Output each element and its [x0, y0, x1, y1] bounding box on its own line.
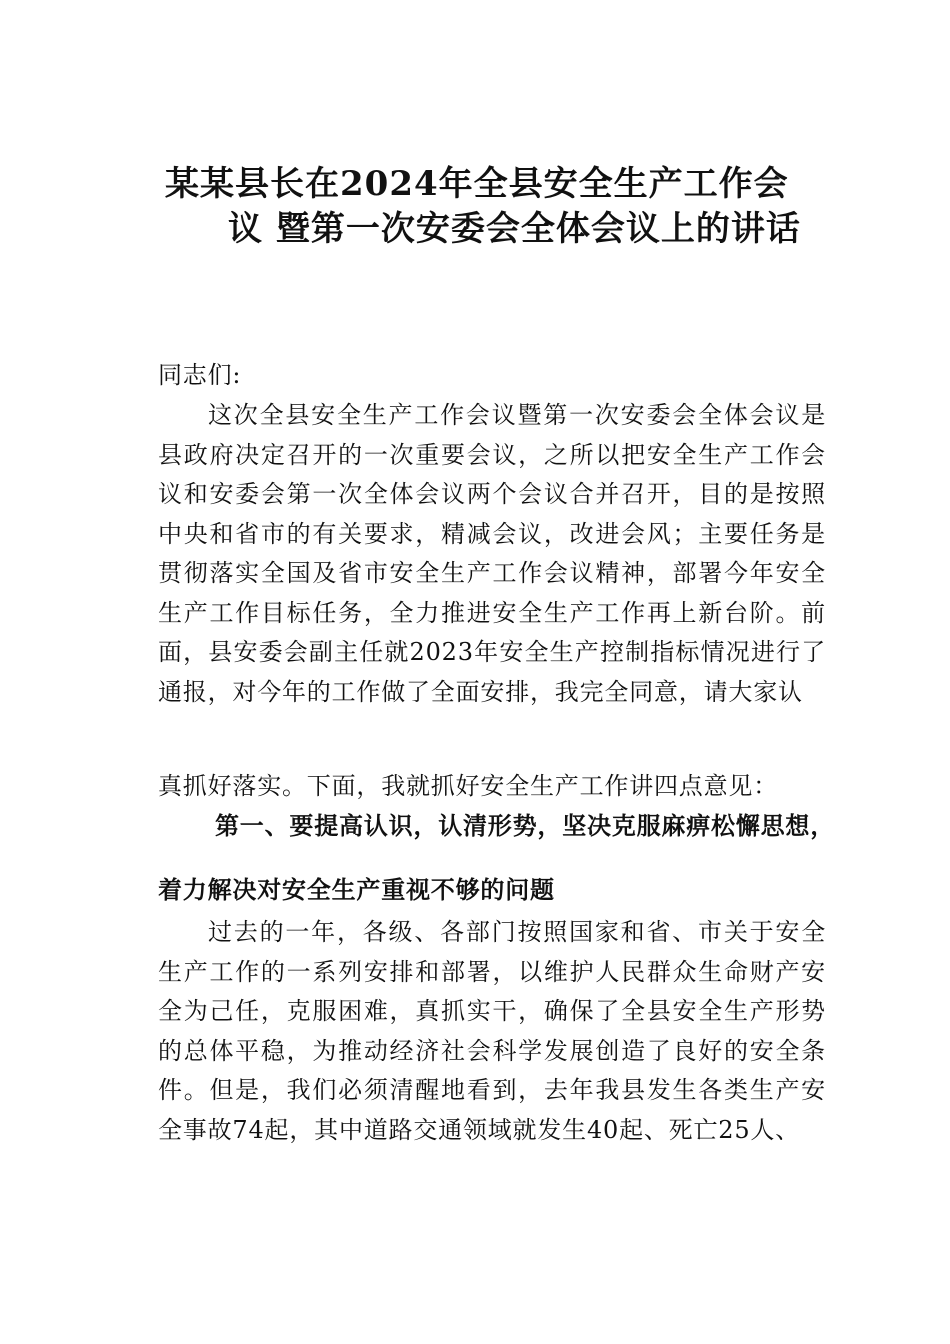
title-line-2: 议 暨第一次安委会全体会议上的讲话 [228, 209, 801, 249]
title-line-1: 某某县长在2024年全县安全生产工作会 [165, 164, 789, 204]
paragraph-intro: 这次全县安全生产工作会议暨第一次安委会全体会议是县政府决定召开的一次重要会议，之所以把安全生产工作会议和安委会第一次全体会议两个会议合并召开，目的是按照中央和省市的有关要求，精减会议，改进会风；主要任务是贯彻落实全国及省市安全生产工作会议精神，部署今年安全生产工作目标任务，全力推进安全生产工作再上新台阶。前面，县安委会副主任就2023年安全生产控制指标情况进行了 通报，对今年的工作做了全面安排，我完全同意，请大家认 [158, 401, 826, 706]
paragraph-intro-continued: 真抓好落实。下面，我就抓好安全生产工作讲四点意见： [158, 772, 778, 800]
greeting: 同志们: [158, 361, 242, 389]
document-title [160, 162, 830, 252]
paragraph-section-1: 过去的一年，各级、各部门按照国家和省、市关于安全生产工作的一系列安排和部署，以维护人民群众生命财产安全为己任，克服困难，真抓实干，确保了全县安全生产形势的总体平稳，为推动经济社会科学发展创造了良好的安全条件。但是，我们必须清醒地看到，去年我县发生各类生产安全事故74起，其中道路交通领域就发生40起、死亡25人、 [158, 918, 826, 1144]
section-heading-1-part-1: 第一、要提高认识，认清形势，坚决克服麻痹松懈思想， [215, 811, 835, 840]
section-heading-1-part-2: 着力解决对安全生产重视不够的问题 [158, 875, 555, 904]
